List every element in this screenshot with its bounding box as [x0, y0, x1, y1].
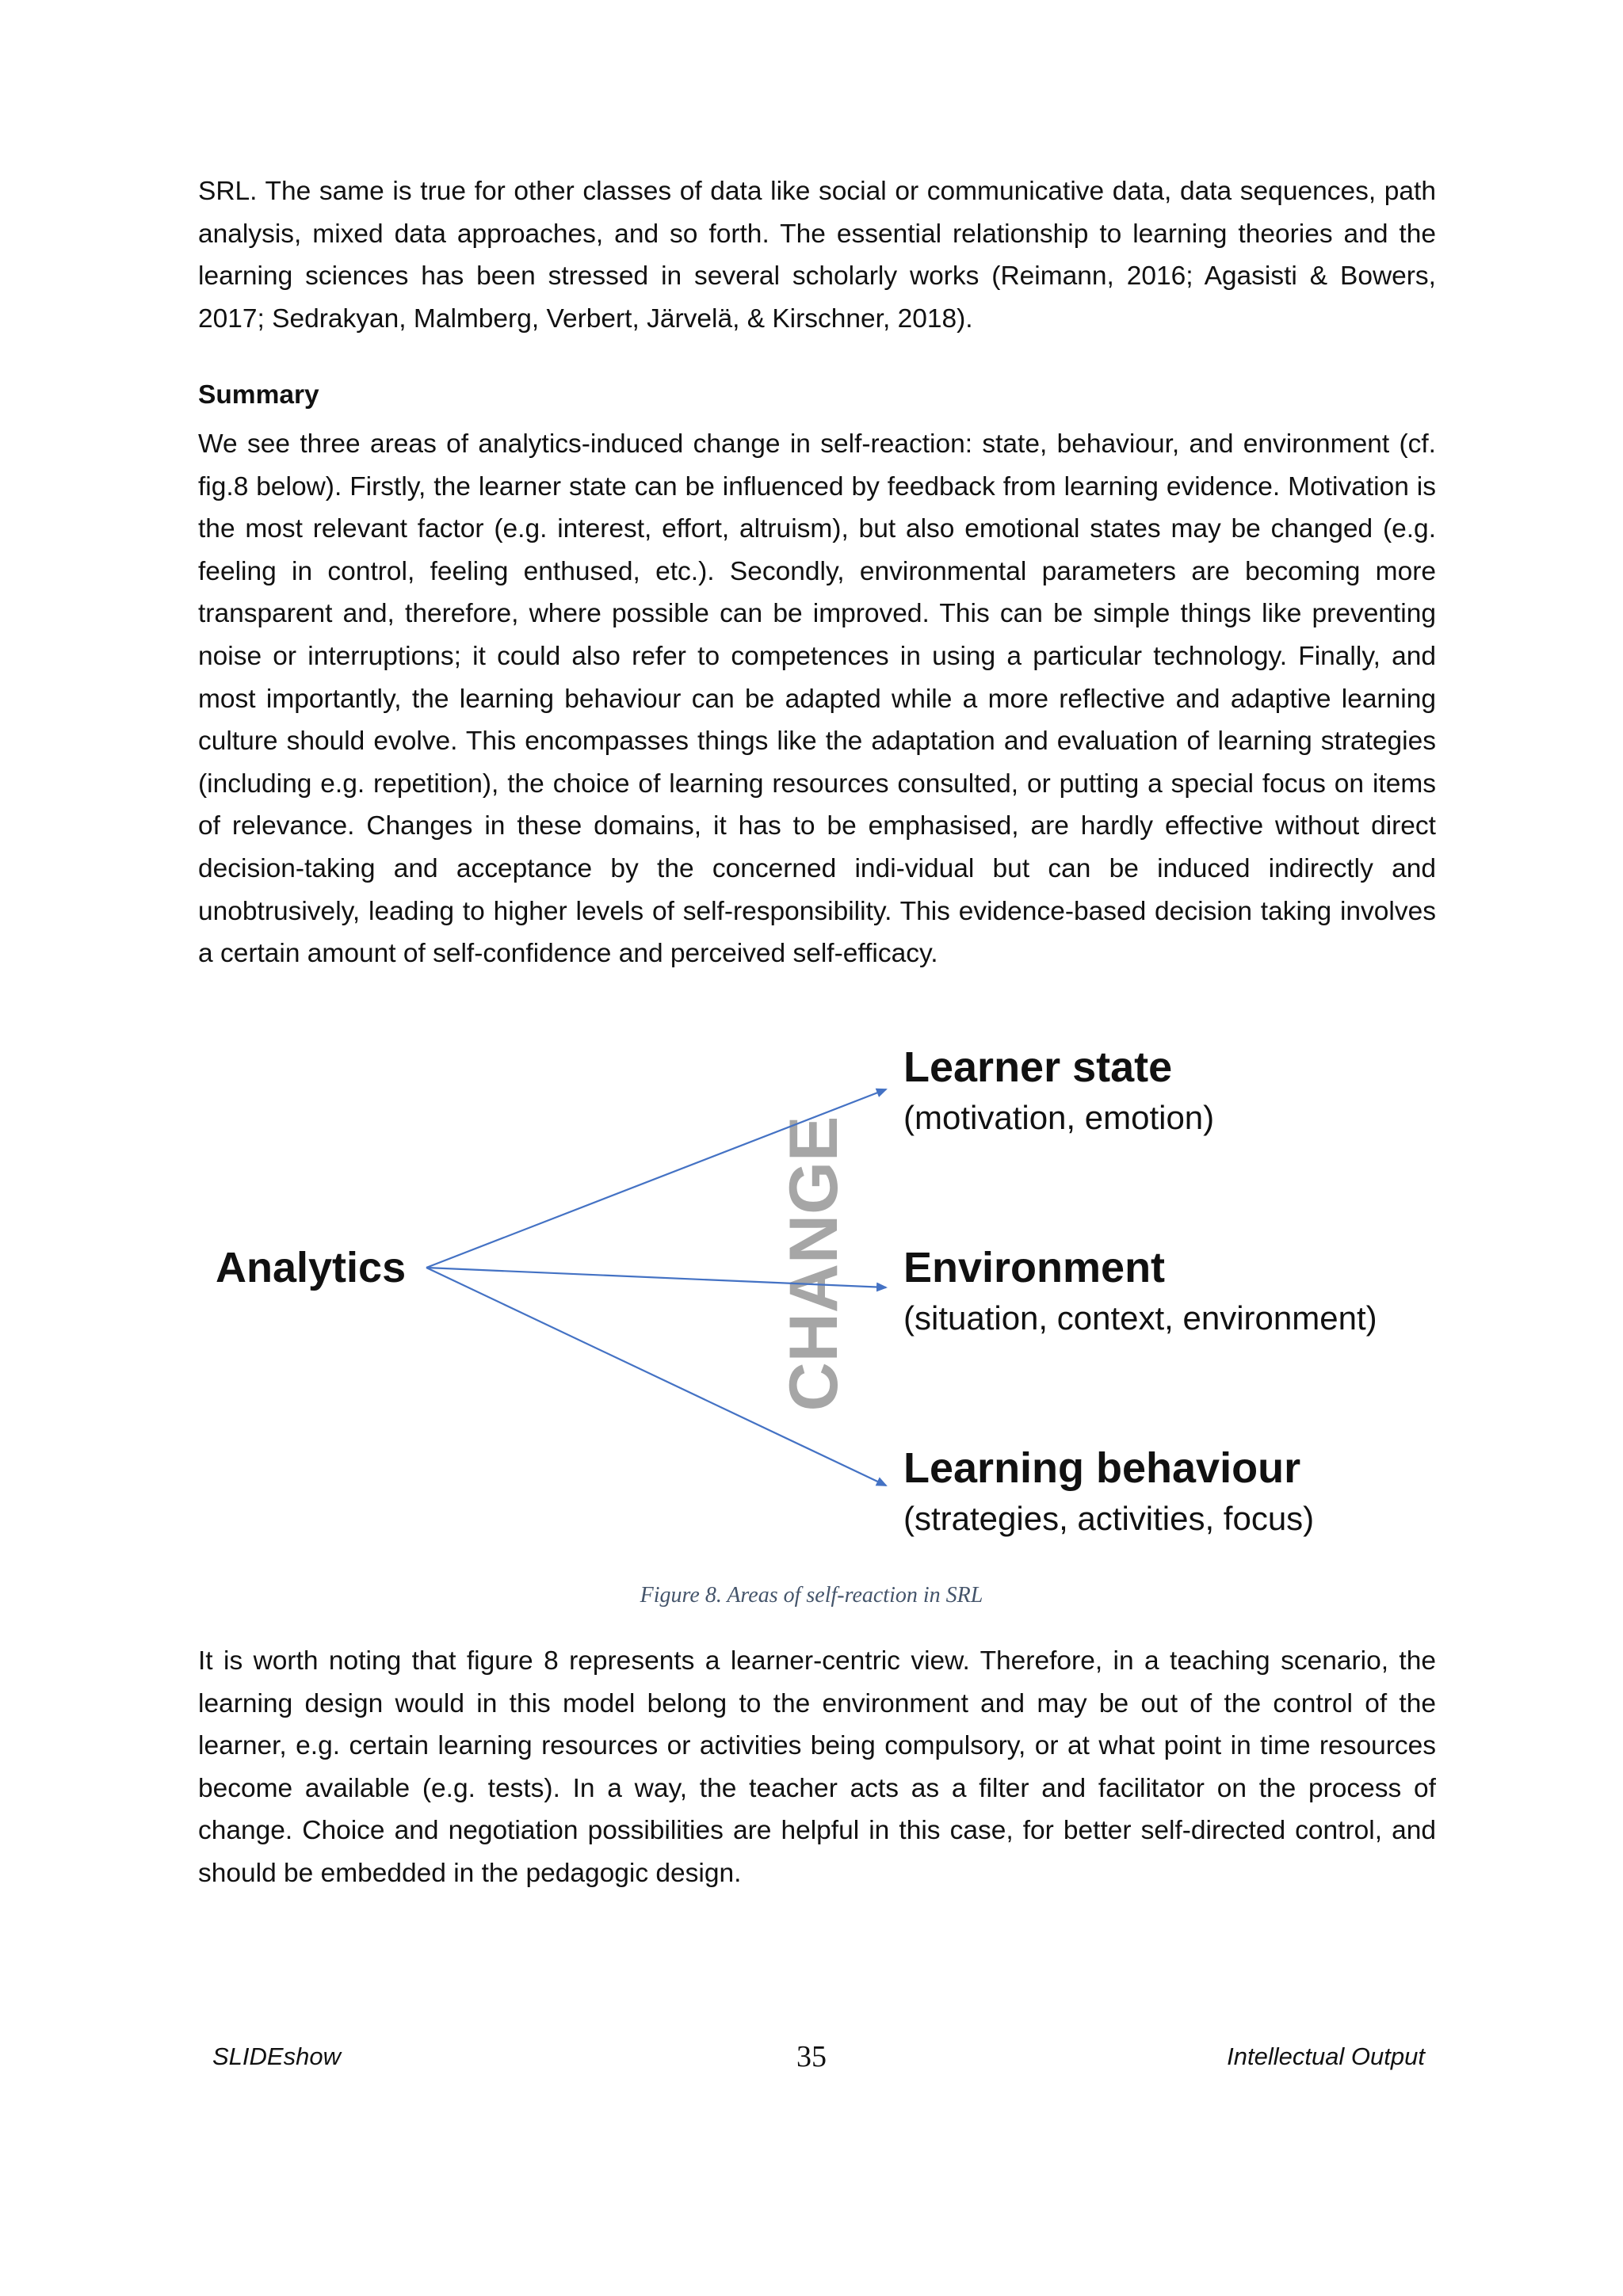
figure-8-diagram [190, 1026, 1458, 1557]
analytics-label: Analytics [216, 1244, 407, 1291]
learner-state-subtitle: (motivation, emotion) [903, 1099, 1215, 1136]
summary-heading: Summary [198, 380, 319, 410]
environment-title: Environment [903, 1244, 1166, 1291]
intro-paragraph: SRL. The same is true for other classes of data like social or communicative data, data sequences, path analysis, mixed data approaches, and so forth. The essential relationship to learning theories and the learning sciences has been stressed in several scholarly works (Reimann, 2016; Agasisti & Bowers, 2017; Sedrakyan, Malmberg, Verbert, Järvelä, & Kirschner, 2018). [198, 177, 1436, 334]
learning-behaviour-subtitle: (strategies, activities, focus) [903, 1500, 1315, 1537]
summary-paragraph: We see three areas of analytics-induced change in self-reaction: state, behaviour, and environment (cf. fig.8 below). Firstly, the learner state can be influenced by feedback from learning evidence. Motivation is the most relevant factor (e.g. interest, effort, altruism), but also emotional states may be changed (e.g. feeling in control, feeling enthused, etc.). Secondly, environmental parameters are becoming more transparent and, therefore, where possible can be improved. This can be simple things like preventing noise or interruptions; it could also refer to competences in using a particular technology. Finally, and most importantly, the learning behaviour can be adapted while a more reflective and adaptive learning culture should evolve. This encompasses things like the adaptation and evaluation of learning strategies (including e.g. repetition), the choice of learning resources consulted, or putting a special focus on items of relevance. Changes in these domains, it has to be emphasised, are hardly effective without direct decision-taking and acceptance by the concerned indi-vidual but can be induced indirectly and unobtrusively, leading to higher levels of self-responsibility. This evidence-based decision taking involves a certain amount of self-confidence and perceived self-efficacy. [198, 429, 1436, 969]
footer-left-text: SLIDEshow [212, 2042, 341, 2070]
learner-state-title: Learner state [903, 1043, 1173, 1091]
footer-right-text: Intellectual Output [1227, 2042, 1425, 2070]
environment-subtitle: (situation, context, environment) [903, 1299, 1377, 1337]
learning-behaviour-title: Learning behaviour [903, 1444, 1301, 1492]
change-watermark: CHANGE [776, 1116, 852, 1412]
page-number: 35 [796, 2040, 827, 2073]
figure-caption: Figure 8. Areas of self-reaction in SRL [640, 1583, 983, 1608]
closing-paragraph: It is worth noting that figure 8 represents a learner-centric view. Therefore, in a teaching scenario, the learning design would in this model belong to the environment and may be out of the control of the learner, e.g. certain learning resources or activities being compulsory, or at what point in time resources become available (e.g. tests). In a way, the teacher acts as a filter and facilitator on the process of change. Choice and negotiation possibilities are helpful in this case, for better self-directed control, and should be embedded in the pedagogic design. [198, 1646, 1436, 1888]
